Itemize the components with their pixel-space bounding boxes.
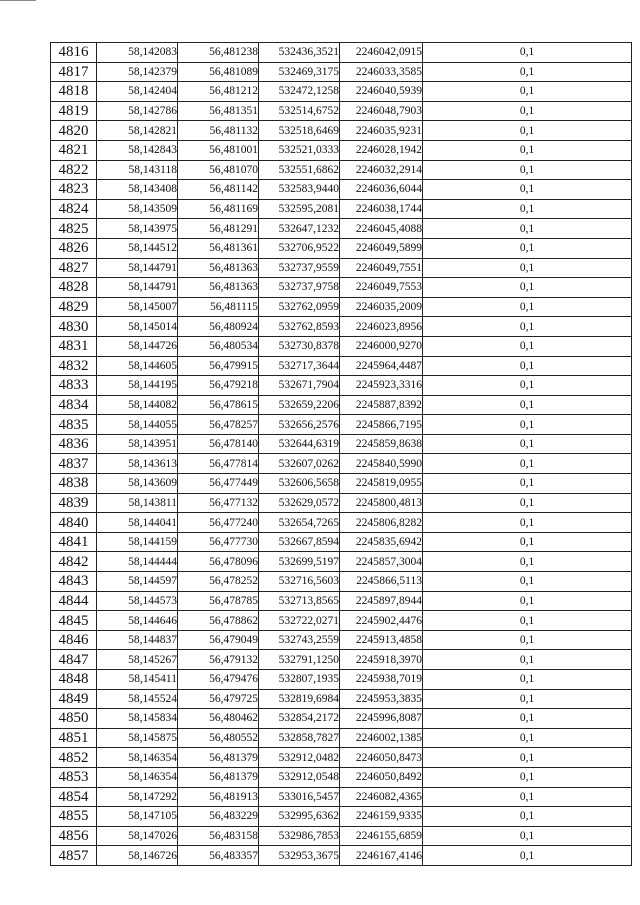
point-number: 4839 [51, 493, 97, 513]
table-row [51, 807, 632, 827]
point-number: 4823 [51, 180, 97, 200]
table-row [51, 709, 632, 729]
point-number: 4833 [51, 376, 97, 396]
accuracy-cell: 0,1 [423, 317, 632, 337]
accuracy-cell: 0,1 [423, 630, 632, 650]
y-coordinate-cell: 2246050,8473 [340, 748, 423, 768]
accuracy-cell: 0,1 [423, 454, 632, 474]
accuracy-cell: 0,1 [423, 513, 632, 533]
point-number: 4849 [51, 689, 97, 709]
y-coordinate-cell: 2246002,1385 [340, 728, 423, 748]
longitude-cell: 56,483229 [178, 807, 259, 827]
x-coordinate-cell: 532595,2081 [259, 199, 340, 219]
longitude-cell: 56,481132 [178, 121, 259, 141]
longitude-cell: 56,481089 [178, 62, 259, 82]
longitude-cell: 56,478257 [178, 415, 259, 435]
y-coordinate-cell: 2245866,5113 [340, 572, 423, 592]
latitude-cell: 58,145524 [97, 689, 178, 709]
longitude-cell: 56,477730 [178, 532, 259, 552]
x-coordinate-cell: 532819,6984 [259, 689, 340, 709]
table-row [51, 278, 632, 298]
x-coordinate-cell: 532644,6319 [259, 434, 340, 454]
longitude-cell: 56,479049 [178, 630, 259, 650]
point-number: 4853 [51, 767, 97, 787]
latitude-cell: 58,145411 [97, 670, 178, 690]
accuracy-cell: 0,1 [423, 356, 632, 376]
point-number: 4842 [51, 552, 97, 572]
y-coordinate-cell: 2245918,3970 [340, 650, 423, 670]
accuracy-cell: 0,1 [423, 728, 632, 748]
x-coordinate-cell: 532469,3175 [259, 62, 340, 82]
table-row [51, 121, 632, 141]
point-number: 4820 [51, 121, 97, 141]
latitude-cell: 58,143811 [97, 493, 178, 513]
x-coordinate-cell: 532667,8594 [259, 532, 340, 552]
y-coordinate-cell: 2246042,0915 [340, 43, 423, 63]
y-coordinate-cell: 2246035,2009 [340, 297, 423, 317]
table-row [51, 611, 632, 631]
accuracy-cell: 0,1 [423, 121, 632, 141]
table-row [51, 474, 632, 494]
accuracy-cell: 0,1 [423, 160, 632, 180]
coordinates-table [50, 42, 632, 866]
longitude-cell: 56,481070 [178, 160, 259, 180]
point-number: 4817 [51, 62, 97, 82]
longitude-cell: 56,481363 [178, 278, 259, 298]
point-number: 4829 [51, 297, 97, 317]
accuracy-cell: 0,1 [423, 532, 632, 552]
accuracy-cell: 0,1 [423, 238, 632, 258]
accuracy-cell: 0,1 [423, 846, 632, 866]
latitude-cell: 58,144041 [97, 513, 178, 533]
table-row [51, 826, 632, 846]
accuracy-cell: 0,1 [423, 415, 632, 435]
longitude-cell: 56,481913 [178, 787, 259, 807]
latitude-cell: 58,144791 [97, 278, 178, 298]
x-coordinate-cell: 532762,0959 [259, 297, 340, 317]
accuracy-cell: 0,1 [423, 101, 632, 121]
point-number: 4830 [51, 317, 97, 337]
point-number: 4847 [51, 650, 97, 670]
latitude-cell: 58,146354 [97, 748, 178, 768]
point-number: 4848 [51, 670, 97, 690]
longitude-cell: 56,481351 [178, 101, 259, 121]
point-number: 4837 [51, 454, 97, 474]
table-row [51, 62, 632, 82]
table-row [51, 238, 632, 258]
latitude-cell: 58,143408 [97, 180, 178, 200]
table-row [51, 199, 632, 219]
table-row [51, 748, 632, 768]
latitude-cell: 58,142843 [97, 140, 178, 160]
table-row [51, 572, 632, 592]
longitude-cell: 56,481291 [178, 219, 259, 239]
longitude-cell: 56,481361 [178, 238, 259, 258]
point-number: 4828 [51, 278, 97, 298]
point-number: 4822 [51, 160, 97, 180]
longitude-cell: 56,479476 [178, 670, 259, 690]
x-coordinate-cell: 532583,9440 [259, 180, 340, 200]
point-number: 4825 [51, 219, 97, 239]
table-row [51, 728, 632, 748]
longitude-cell: 56,478140 [178, 434, 259, 454]
y-coordinate-cell: 2245835,6942 [340, 532, 423, 552]
accuracy-cell: 0,1 [423, 611, 632, 631]
point-number: 4840 [51, 513, 97, 533]
latitude-cell: 58,144055 [97, 415, 178, 435]
point-number: 4831 [51, 336, 97, 356]
x-coordinate-cell: 532551,6862 [259, 160, 340, 180]
longitude-cell: 56,479725 [178, 689, 259, 709]
table-row [51, 689, 632, 709]
y-coordinate-cell: 2245806,8282 [340, 513, 423, 533]
accuracy-cell: 0,1 [423, 376, 632, 396]
longitude-cell: 56,479218 [178, 376, 259, 396]
point-number: 4844 [51, 591, 97, 611]
x-coordinate-cell: 532659,2206 [259, 395, 340, 415]
y-coordinate-cell: 2246167,4146 [340, 846, 423, 866]
table-row [51, 258, 632, 278]
y-coordinate-cell: 2246035,9231 [340, 121, 423, 141]
accuracy-cell: 0,1 [423, 395, 632, 415]
latitude-cell: 58,144837 [97, 630, 178, 650]
latitude-cell: 58,143613 [97, 454, 178, 474]
y-coordinate-cell: 2246036,6044 [340, 180, 423, 200]
accuracy-cell: 0,1 [423, 82, 632, 102]
latitude-cell: 58,144159 [97, 532, 178, 552]
y-coordinate-cell: 2245923,3316 [340, 376, 423, 396]
longitude-cell: 56,478862 [178, 611, 259, 631]
y-coordinate-cell: 2245800,4813 [340, 493, 423, 513]
x-coordinate-cell: 532607,0262 [259, 454, 340, 474]
y-coordinate-cell: 2245953,3835 [340, 689, 423, 709]
table-row [51, 434, 632, 454]
x-coordinate-cell: 532521,0333 [259, 140, 340, 160]
point-number: 4835 [51, 415, 97, 435]
accuracy-cell: 0,1 [423, 787, 632, 807]
accuracy-cell: 0,1 [423, 767, 632, 787]
table-row [51, 454, 632, 474]
longitude-cell: 56,481001 [178, 140, 259, 160]
latitude-cell: 58,147292 [97, 787, 178, 807]
table-row [51, 846, 632, 866]
y-coordinate-cell: 2246049,5899 [340, 238, 423, 258]
accuracy-cell: 0,1 [423, 140, 632, 160]
accuracy-cell: 0,1 [423, 552, 632, 572]
longitude-cell: 56,483357 [178, 846, 259, 866]
latitude-cell: 58,144597 [97, 572, 178, 592]
accuracy-cell: 0,1 [423, 278, 632, 298]
x-coordinate-cell: 532743,2559 [259, 630, 340, 650]
accuracy-cell: 0,1 [423, 219, 632, 239]
x-coordinate-cell: 532730,8378 [259, 336, 340, 356]
table-row [51, 395, 632, 415]
accuracy-cell: 0,1 [423, 199, 632, 219]
y-coordinate-cell: 2246038,1744 [340, 199, 423, 219]
longitude-cell: 56,481142 [178, 180, 259, 200]
longitude-cell: 56,479132 [178, 650, 259, 670]
x-coordinate-cell: 532713,8565 [259, 591, 340, 611]
x-coordinate-cell: 532858,7827 [259, 728, 340, 748]
table-row [51, 513, 632, 533]
accuracy-cell: 0,1 [423, 434, 632, 454]
y-coordinate-cell: 2246028,1942 [340, 140, 423, 160]
table-row [51, 650, 632, 670]
point-number: 4845 [51, 611, 97, 631]
x-coordinate-cell: 532737,9559 [259, 258, 340, 278]
x-coordinate-cell: 532762,8593 [259, 317, 340, 337]
point-number: 4852 [51, 748, 97, 768]
latitude-cell: 58,144444 [97, 552, 178, 572]
x-coordinate-cell: 532671,7904 [259, 376, 340, 396]
y-coordinate-cell: 2246155,6859 [340, 826, 423, 846]
x-coordinate-cell: 532737,9758 [259, 278, 340, 298]
table-row [51, 101, 632, 121]
y-coordinate-cell: 2245913,4858 [340, 630, 423, 650]
x-coordinate-cell: 532472,1258 [259, 82, 340, 102]
table-row [51, 493, 632, 513]
y-coordinate-cell: 2246049,7553 [340, 278, 423, 298]
y-coordinate-cell: 2246159,9335 [340, 807, 423, 827]
point-number: 4816 [51, 43, 97, 63]
latitude-cell: 58,144082 [97, 395, 178, 415]
longitude-cell: 56,481212 [178, 82, 259, 102]
x-coordinate-cell: 532706,9522 [259, 238, 340, 258]
table-row [51, 180, 632, 200]
table-row [51, 376, 632, 396]
accuracy-cell: 0,1 [423, 258, 632, 278]
x-coordinate-cell: 532986,7853 [259, 826, 340, 846]
latitude-cell: 58,145014 [97, 317, 178, 337]
point-number: 4836 [51, 434, 97, 454]
latitude-cell: 58,145007 [97, 297, 178, 317]
accuracy-cell: 0,1 [423, 748, 632, 768]
x-coordinate-cell: 532514,6752 [259, 101, 340, 121]
point-number: 4819 [51, 101, 97, 121]
longitude-cell: 56,478096 [178, 552, 259, 572]
x-coordinate-cell: 532717,3644 [259, 356, 340, 376]
latitude-cell: 58,145875 [97, 728, 178, 748]
longitude-cell: 56,480924 [178, 317, 259, 337]
point-number: 4851 [51, 728, 97, 748]
latitude-cell: 58,142404 [97, 82, 178, 102]
latitude-cell: 58,143951 [97, 434, 178, 454]
scan-edge-mark [0, 0, 36, 1]
latitude-cell: 58,144646 [97, 611, 178, 631]
longitude-cell: 56,481379 [178, 748, 259, 768]
point-number: 4856 [51, 826, 97, 846]
point-number: 4834 [51, 395, 97, 415]
table-row [51, 82, 632, 102]
latitude-cell: 58,142821 [97, 121, 178, 141]
table-row [51, 160, 632, 180]
x-coordinate-cell: 532791,1250 [259, 650, 340, 670]
x-coordinate-cell: 532722,0271 [259, 611, 340, 631]
longitude-cell: 56,477449 [178, 474, 259, 494]
x-coordinate-cell: 532699,5197 [259, 552, 340, 572]
point-number: 4818 [51, 82, 97, 102]
accuracy-cell: 0,1 [423, 826, 632, 846]
point-number: 4826 [51, 238, 97, 258]
x-coordinate-cell: 533016,5457 [259, 787, 340, 807]
y-coordinate-cell: 2245964,4487 [340, 356, 423, 376]
point-number: 4821 [51, 140, 97, 160]
latitude-cell: 58,143118 [97, 160, 178, 180]
longitude-cell: 56,479915 [178, 356, 259, 376]
longitude-cell: 56,483158 [178, 826, 259, 846]
point-number: 4824 [51, 199, 97, 219]
y-coordinate-cell: 2246040,5939 [340, 82, 423, 102]
y-coordinate-cell: 2245902,4476 [340, 611, 423, 631]
point-number: 4850 [51, 709, 97, 729]
point-number: 4832 [51, 356, 97, 376]
table-row [51, 591, 632, 611]
x-coordinate-cell: 532518,6469 [259, 121, 340, 141]
longitude-cell: 56,481169 [178, 199, 259, 219]
y-coordinate-cell: 2245859,8638 [340, 434, 423, 454]
table-row [51, 787, 632, 807]
latitude-cell: 58,147026 [97, 826, 178, 846]
y-coordinate-cell: 2245887,8392 [340, 395, 423, 415]
y-coordinate-cell: 2246023,8956 [340, 317, 423, 337]
longitude-cell: 56,480462 [178, 709, 259, 729]
table-row [51, 317, 632, 337]
longitude-cell: 56,481379 [178, 767, 259, 787]
x-coordinate-cell: 532854,2172 [259, 709, 340, 729]
y-coordinate-cell: 2246050,8492 [340, 767, 423, 787]
point-number: 4846 [51, 630, 97, 650]
accuracy-cell: 0,1 [423, 493, 632, 513]
longitude-cell: 56,481115 [178, 297, 259, 317]
accuracy-cell: 0,1 [423, 62, 632, 82]
table-row [51, 767, 632, 787]
y-coordinate-cell: 2246049,7551 [340, 258, 423, 278]
x-coordinate-cell: 532436,3521 [259, 43, 340, 63]
x-coordinate-cell: 532654,7265 [259, 513, 340, 533]
table-row [51, 219, 632, 239]
longitude-cell: 56,477240 [178, 513, 259, 533]
longitude-cell: 56,480534 [178, 336, 259, 356]
y-coordinate-cell: 2246045,4088 [340, 219, 423, 239]
accuracy-cell: 0,1 [423, 474, 632, 494]
accuracy-cell: 0,1 [423, 572, 632, 592]
latitude-cell: 58,146354 [97, 767, 178, 787]
table-row [51, 630, 632, 650]
longitude-cell: 56,480552 [178, 728, 259, 748]
point-number: 4841 [51, 532, 97, 552]
accuracy-cell: 0,1 [423, 336, 632, 356]
point-number: 4857 [51, 846, 97, 866]
latitude-cell: 58,145267 [97, 650, 178, 670]
point-number: 4843 [51, 572, 97, 592]
accuracy-cell: 0,1 [423, 807, 632, 827]
x-coordinate-cell: 532807,1935 [259, 670, 340, 690]
y-coordinate-cell: 2245819,0955 [340, 474, 423, 494]
table-row [51, 43, 632, 63]
x-coordinate-cell: 532656,2576 [259, 415, 340, 435]
table-row [51, 140, 632, 160]
x-coordinate-cell: 532716,5603 [259, 572, 340, 592]
point-number: 4838 [51, 474, 97, 494]
coordinates-table-body [51, 43, 632, 866]
latitude-cell: 58,142786 [97, 101, 178, 121]
x-coordinate-cell: 532647,1232 [259, 219, 340, 239]
point-number: 4855 [51, 807, 97, 827]
table-row [51, 552, 632, 572]
accuracy-cell: 0,1 [423, 689, 632, 709]
table-row [51, 356, 632, 376]
y-coordinate-cell: 2246048,7903 [340, 101, 423, 121]
accuracy-cell: 0,1 [423, 670, 632, 690]
latitude-cell: 58,144195 [97, 376, 178, 396]
latitude-cell: 58,146726 [97, 846, 178, 866]
y-coordinate-cell: 2245996,8087 [340, 709, 423, 729]
longitude-cell: 56,481238 [178, 43, 259, 63]
latitude-cell: 58,142083 [97, 43, 178, 63]
y-coordinate-cell: 2245897,8944 [340, 591, 423, 611]
latitude-cell: 58,144605 [97, 356, 178, 376]
point-number: 4854 [51, 787, 97, 807]
x-coordinate-cell: 532606,5658 [259, 474, 340, 494]
y-coordinate-cell: 2246033,3585 [340, 62, 423, 82]
latitude-cell: 58,144791 [97, 258, 178, 278]
y-coordinate-cell: 2246032,2914 [340, 160, 423, 180]
longitude-cell: 56,478252 [178, 572, 259, 592]
latitude-cell: 58,143609 [97, 474, 178, 494]
latitude-cell: 58,147105 [97, 807, 178, 827]
y-coordinate-cell: 2245840,5990 [340, 454, 423, 474]
latitude-cell: 58,145834 [97, 709, 178, 729]
table-row [51, 415, 632, 435]
accuracy-cell: 0,1 [423, 180, 632, 200]
y-coordinate-cell: 2245857,3004 [340, 552, 423, 572]
y-coordinate-cell: 2246000,9270 [340, 336, 423, 356]
y-coordinate-cell: 2246082,4365 [340, 787, 423, 807]
longitude-cell: 56,477814 [178, 454, 259, 474]
latitude-cell: 58,144726 [97, 336, 178, 356]
x-coordinate-cell: 532912,0548 [259, 767, 340, 787]
latitude-cell: 58,142379 [97, 62, 178, 82]
longitude-cell: 56,477132 [178, 493, 259, 513]
longitude-cell: 56,478615 [178, 395, 259, 415]
accuracy-cell: 0,1 [423, 591, 632, 611]
latitude-cell: 58,144573 [97, 591, 178, 611]
x-coordinate-cell: 532995,6362 [259, 807, 340, 827]
x-coordinate-cell: 532629,0572 [259, 493, 340, 513]
accuracy-cell: 0,1 [423, 709, 632, 729]
x-coordinate-cell: 532912,0482 [259, 748, 340, 768]
accuracy-cell: 0,1 [423, 297, 632, 317]
table-row [51, 532, 632, 552]
table-row [51, 336, 632, 356]
accuracy-cell: 0,1 [423, 650, 632, 670]
accuracy-cell: 0,1 [423, 43, 632, 63]
latitude-cell: 58,144512 [97, 238, 178, 258]
latitude-cell: 58,143975 [97, 219, 178, 239]
y-coordinate-cell: 2245938,7019 [340, 670, 423, 690]
table-row [51, 297, 632, 317]
latitude-cell: 58,143509 [97, 199, 178, 219]
table-row [51, 670, 632, 690]
longitude-cell: 56,481363 [178, 258, 259, 278]
longitude-cell: 56,478785 [178, 591, 259, 611]
y-coordinate-cell: 2245866,7195 [340, 415, 423, 435]
x-coordinate-cell: 532953,3675 [259, 846, 340, 866]
point-number: 4827 [51, 258, 97, 278]
